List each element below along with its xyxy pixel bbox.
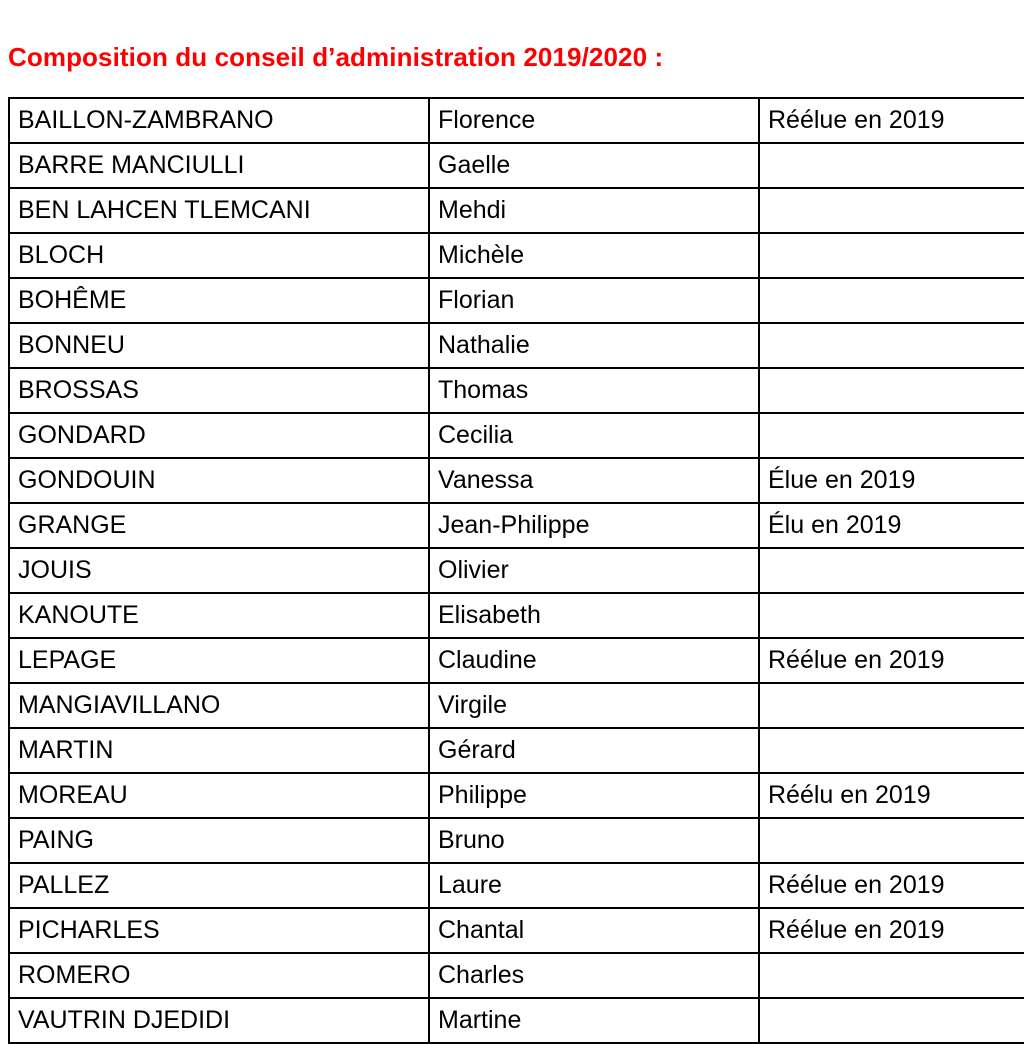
cell-mandate-note — [759, 413, 1024, 458]
cell-last-name: BEN LAHCEN TLEMCANI — [9, 188, 429, 233]
cell-mandate-note — [759, 818, 1024, 863]
cell-first-name: Philippe — [429, 773, 759, 818]
cell-last-name: GONDOUIN — [9, 458, 429, 503]
cell-first-name: Florence — [429, 98, 759, 143]
cell-last-name: BROSSAS — [9, 368, 429, 413]
cell-mandate-note: Élu en 2019 — [759, 503, 1024, 548]
table-row — [9, 998, 1024, 1043]
table-row — [9, 143, 1024, 188]
cell-first-name: Virgile — [429, 683, 759, 728]
table-body — [9, 98, 1024, 1043]
cell-first-name: Jean-Philippe — [429, 503, 759, 548]
cell-last-name: BONNEU — [9, 323, 429, 368]
cell-first-name: Vanessa — [429, 458, 759, 503]
table-row — [9, 818, 1024, 863]
cell-mandate-note: Réélue en 2019 — [759, 863, 1024, 908]
table-row — [9, 728, 1024, 773]
cell-mandate-note — [759, 548, 1024, 593]
cell-first-name: Bruno — [429, 818, 759, 863]
cell-first-name: Elisabeth — [429, 593, 759, 638]
table-row — [9, 683, 1024, 728]
cell-first-name: Nathalie — [429, 323, 759, 368]
cell-mandate-note: Réélue en 2019 — [759, 908, 1024, 953]
cell-last-name: GRANGE — [9, 503, 429, 548]
table-row — [9, 953, 1024, 998]
table-row — [9, 458, 1024, 503]
cell-first-name: Olivier — [429, 548, 759, 593]
cell-mandate-note — [759, 233, 1024, 278]
table-row — [9, 593, 1024, 638]
table-row — [9, 233, 1024, 278]
table-row — [9, 413, 1024, 458]
cell-last-name: KANOUTE — [9, 593, 429, 638]
cell-last-name: JOUIS — [9, 548, 429, 593]
table-row — [9, 773, 1024, 818]
cell-mandate-note: Réélue en 2019 — [759, 98, 1024, 143]
table-row — [9, 188, 1024, 233]
table-row — [9, 368, 1024, 413]
cell-mandate-note — [759, 683, 1024, 728]
cell-last-name: MANGIAVILLANO — [9, 683, 429, 728]
cell-first-name: Cecilia — [429, 413, 759, 458]
page-title: Composition du conseil d’administration 2019/2020 : — [8, 42, 664, 72]
cell-last-name: PALLEZ — [9, 863, 429, 908]
cell-mandate-note: Réélue en 2019 — [759, 638, 1024, 683]
cell-mandate-note — [759, 728, 1024, 773]
cell-mandate-note — [759, 188, 1024, 233]
table-row — [9, 98, 1024, 143]
cell-last-name: PAING — [9, 818, 429, 863]
cell-last-name: ROMERO — [9, 953, 429, 998]
table-row — [9, 638, 1024, 683]
table-row — [9, 503, 1024, 548]
cell-last-name: VAUTRIN DJEDIDI — [9, 998, 429, 1043]
cell-mandate-note — [759, 593, 1024, 638]
cell-last-name: BLOCH — [9, 233, 429, 278]
table-row — [9, 548, 1024, 593]
cell-mandate-note — [759, 368, 1024, 413]
cell-first-name: Laure — [429, 863, 759, 908]
table-row — [9, 863, 1024, 908]
cell-first-name: Charles — [429, 953, 759, 998]
cell-last-name: GONDARD — [9, 413, 429, 458]
cell-first-name: Thomas — [429, 368, 759, 413]
cell-first-name: Gaelle — [429, 143, 759, 188]
cell-first-name: Claudine — [429, 638, 759, 683]
cell-mandate-note — [759, 323, 1024, 368]
cell-first-name: Mehdi — [429, 188, 759, 233]
cell-first-name: Martine — [429, 998, 759, 1043]
cell-first-name: Michèle — [429, 233, 759, 278]
cell-mandate-note — [759, 143, 1024, 188]
cell-last-name: PICHARLES — [9, 908, 429, 953]
table-row — [9, 278, 1024, 323]
cell-last-name: BARRE MANCIULLI — [9, 143, 429, 188]
cell-last-name: LEPAGE — [9, 638, 429, 683]
cell-first-name: Gérard — [429, 728, 759, 773]
cell-last-name: MOREAU — [9, 773, 429, 818]
cell-last-name: BAILLON-ZAMBRANO — [9, 98, 429, 143]
table-row — [9, 908, 1024, 953]
cell-mandate-note — [759, 953, 1024, 998]
cell-mandate-note — [759, 998, 1024, 1043]
cell-mandate-note — [759, 278, 1024, 323]
cell-mandate-note: Élue en 2019 — [759, 458, 1024, 503]
board-members-table — [8, 97, 1024, 1044]
board-table-container — [8, 97, 998, 1044]
cell-last-name: MARTIN — [9, 728, 429, 773]
cell-mandate-note: Réélu en 2019 — [759, 773, 1024, 818]
cell-last-name: BOHÊME — [9, 278, 429, 323]
cell-first-name: Chantal — [429, 908, 759, 953]
cell-first-name: Florian — [429, 278, 759, 323]
table-row — [9, 323, 1024, 368]
